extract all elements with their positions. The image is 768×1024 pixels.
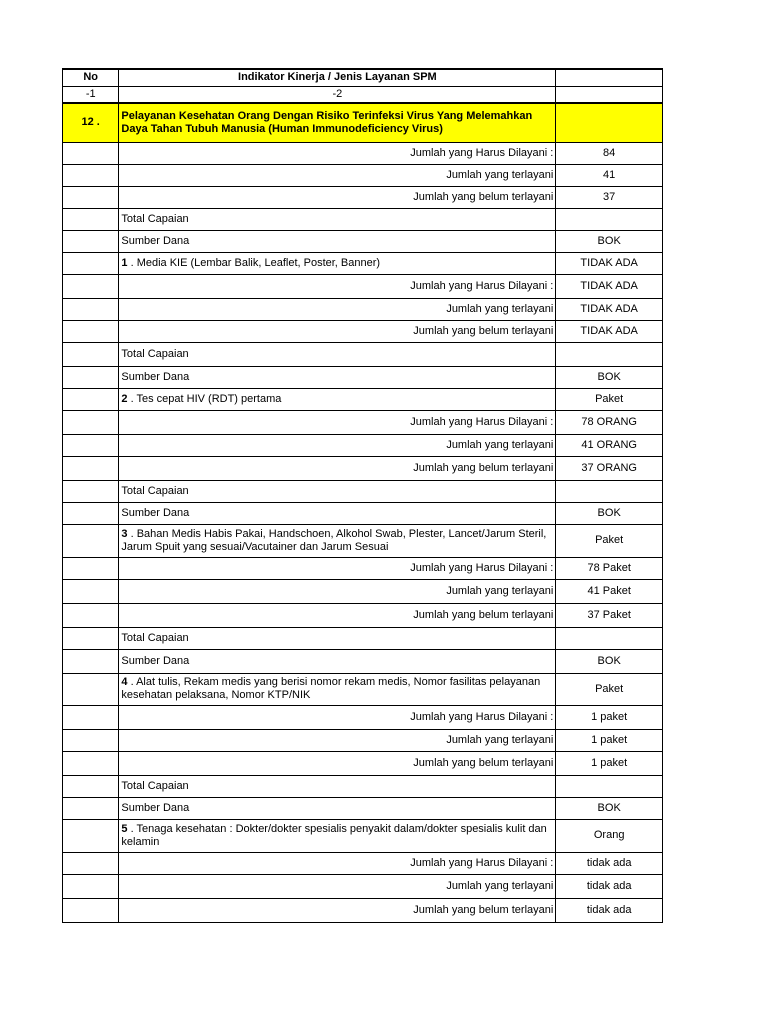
row-value: BOK (556, 502, 663, 524)
row-no-cell (63, 186, 119, 208)
row-no-cell (63, 164, 119, 186)
row-no-cell (63, 388, 119, 410)
row-value: TIDAK ADA (556, 298, 663, 320)
metric-label: Jumlah yang Harus Dilayani : (119, 557, 556, 579)
metric-label: Jumlah yang terlayani (119, 164, 556, 186)
row-value (556, 627, 663, 649)
metric-label: Jumlah yang terlayani (119, 729, 556, 751)
table-row (63, 898, 663, 922)
row-value (556, 775, 663, 797)
table-row (63, 852, 663, 874)
table-row (63, 274, 663, 298)
service-item-label (119, 524, 556, 557)
subheader-indicator: -2 (119, 86, 556, 103)
row-no-cell (63, 456, 119, 480)
topic-row (63, 103, 663, 142)
row-value: 84 (556, 142, 663, 164)
table-row (63, 456, 663, 480)
table-row (63, 557, 663, 579)
row-value: Orang (556, 819, 663, 852)
service-item-label (119, 388, 556, 410)
row-no-cell (63, 705, 119, 729)
row-no-cell (63, 557, 119, 579)
header-indicator: Indikator Kinerja / Jenis Layanan SPM (119, 69, 556, 86)
table-row (63, 230, 663, 252)
metric-label: Jumlah yang terlayani (119, 298, 556, 320)
metric-label: Jumlah yang Harus Dilayani : (119, 705, 556, 729)
row-no-cell (63, 342, 119, 366)
summary-label: Total Capaian (119, 627, 556, 649)
summary-label: Sumber Dana (119, 230, 556, 252)
row-value: tidak ada (556, 852, 663, 874)
table-row (63, 673, 663, 705)
metric-label: Jumlah yang terlayani (119, 874, 556, 898)
row-no-cell (63, 410, 119, 434)
table-row (63, 388, 663, 410)
table-row (63, 502, 663, 524)
row-value: tidak ada (556, 898, 663, 922)
metric-label: Jumlah yang Harus Dilayani : (119, 410, 556, 434)
table-row (63, 524, 663, 557)
row-value: TIDAK ADA (556, 320, 663, 342)
row-no-cell (63, 366, 119, 388)
table-row (63, 775, 663, 797)
row-value (556, 480, 663, 502)
row-no-cell (63, 729, 119, 751)
summary-label: Sumber Dana (119, 797, 556, 819)
row-value: 37 (556, 186, 663, 208)
service-item-number: 2 (121, 392, 128, 405)
row-value: TIDAK ADA (556, 274, 663, 298)
row-no-cell (63, 252, 119, 274)
row-value: 41 (556, 164, 663, 186)
row-no-cell (63, 434, 119, 456)
summary-label: Total Capaian (119, 208, 556, 230)
table-row (63, 627, 663, 649)
summary-label: Total Capaian (119, 480, 556, 502)
metric-label: Jumlah yang belum terlayani (119, 186, 556, 208)
table-row (63, 208, 663, 230)
topic-title: Pelayanan Kesehatan Orang Dengan Risiko Terinfeksi Virus Yang Melemahkan Daya Tahan Tubuh Manusia (Human Immunodeficiency Virus) (119, 103, 556, 142)
summary-label: Sumber Dana (119, 502, 556, 524)
row-value (556, 208, 663, 230)
row-no-cell (63, 819, 119, 852)
row-value: 1 paket (556, 751, 663, 775)
row-value: BOK (556, 230, 663, 252)
row-no-cell (63, 142, 119, 164)
header-row (63, 69, 663, 86)
table-row (63, 186, 663, 208)
row-value: 1 paket (556, 729, 663, 751)
row-value (556, 342, 663, 366)
topic-number: 12 . (63, 103, 119, 142)
table-row (63, 797, 663, 819)
table-row (63, 320, 663, 342)
table-row (63, 164, 663, 186)
row-no-cell (63, 274, 119, 298)
service-item-label (119, 819, 556, 852)
service-item-text: . Tes cepat HIV (RDT) pertama (127, 392, 282, 405)
table-row (63, 366, 663, 388)
subheader-value (556, 86, 663, 103)
service-item-label (119, 673, 556, 705)
table-row (63, 480, 663, 502)
row-no-cell (63, 208, 119, 230)
metric-label: Jumlah yang belum terlayani (119, 751, 556, 775)
summary-label: Sumber Dana (119, 649, 556, 673)
table-row (63, 649, 663, 673)
row-value: 78 ORANG (556, 410, 663, 434)
row-no-cell (63, 673, 119, 705)
table-row (63, 252, 663, 274)
row-no-cell (63, 480, 119, 502)
row-no-cell (63, 320, 119, 342)
spm-table (62, 68, 663, 923)
summary-label: Sumber Dana (119, 366, 556, 388)
row-value: 78 Paket (556, 557, 663, 579)
service-item-label (119, 252, 556, 274)
row-value: Paket (556, 524, 663, 557)
header-no: No (63, 69, 119, 86)
table-row (63, 142, 663, 164)
table-row (63, 874, 663, 898)
row-no-cell (63, 627, 119, 649)
service-item-text: . Media KIE (Lembar Balik, Leaflet, Poster, Banner) (127, 256, 381, 269)
metric-label: Jumlah yang belum terlayani (119, 898, 556, 922)
spm-table-body (63, 69, 663, 922)
table-row (63, 819, 663, 852)
service-item-text: . Bahan Medis Habis Pakai, Handschoen, Alkohol Swab, Plester, Lancet/Jarum Steril, Jarum Spuit yang sesuai/Vacutainer dan Jarum Sesuai (121, 527, 547, 553)
metric-label: Jumlah yang terlayani (119, 434, 556, 456)
row-no-cell (63, 502, 119, 524)
row-value: Paket (556, 388, 663, 410)
summary-label: Total Capaian (119, 775, 556, 797)
service-item-text: . Alat tulis, Rekam medis yang berisi nomor rekam medis, Nomor fasilitas pelayanan kesehatan pelaksana, Nomor KTP/NIK (121, 676, 541, 701)
table-row (63, 729, 663, 751)
service-item-number: 5 (121, 822, 128, 835)
metric-label: Jumlah yang belum terlayani (119, 320, 556, 342)
summary-label: Total Capaian (119, 342, 556, 366)
header-value (556, 69, 663, 86)
metric-label: Jumlah yang Harus Dilayani : (119, 142, 556, 164)
subheader-row (63, 86, 663, 103)
table-row (63, 342, 663, 366)
table-row (63, 298, 663, 320)
service-item-number: 4 (121, 676, 128, 688)
metric-label: Jumlah yang belum terlayani (119, 456, 556, 480)
row-no-cell (63, 230, 119, 252)
service-item-number: 3 (121, 527, 128, 540)
row-no-cell (63, 775, 119, 797)
row-no-cell (63, 298, 119, 320)
row-no-cell (63, 751, 119, 775)
row-value: 37 Paket (556, 603, 663, 627)
service-item-text: . Tenaga kesehatan : Dokter/dokter spesialis penyakit dalam/dokter spesialis kulit dan kelamin (121, 822, 547, 848)
row-no-cell (63, 852, 119, 874)
row-no-cell (63, 524, 119, 557)
table-row (63, 410, 663, 434)
table-row (63, 434, 663, 456)
row-value: tidak ada (556, 874, 663, 898)
row-value: BOK (556, 797, 663, 819)
row-no-cell (63, 603, 119, 627)
table-row (63, 705, 663, 729)
row-no-cell (63, 649, 119, 673)
table-row (63, 579, 663, 603)
row-value: BOK (556, 649, 663, 673)
service-item-number: 1 (121, 256, 128, 269)
row-no-cell (63, 797, 119, 819)
metric-label: Jumlah yang Harus Dilayani : (119, 274, 556, 298)
row-value: 41 ORANG (556, 434, 663, 456)
topic-value (556, 103, 663, 142)
table-row (63, 751, 663, 775)
row-value: 37 ORANG (556, 456, 663, 480)
row-no-cell (63, 898, 119, 922)
row-no-cell (63, 579, 119, 603)
metric-label: Jumlah yang Harus Dilayani : (119, 852, 556, 874)
metric-label: Jumlah yang terlayani (119, 579, 556, 603)
row-value: TIDAK ADA (556, 252, 663, 274)
row-value: BOK (556, 366, 663, 388)
metric-label: Jumlah yang belum terlayani (119, 603, 556, 627)
subheader-no: -1 (63, 86, 119, 103)
row-value: 1 paket (556, 705, 663, 729)
table-row (63, 603, 663, 627)
row-value: Paket (556, 673, 663, 705)
row-no-cell (63, 874, 119, 898)
row-value: 41 Paket (556, 579, 663, 603)
